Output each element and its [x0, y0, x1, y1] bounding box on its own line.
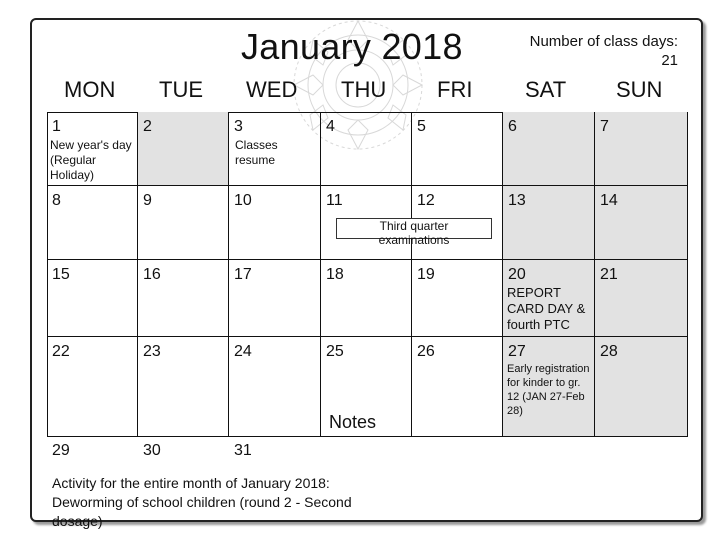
day-number: 5 [417, 118, 426, 135]
day-number: 21 [600, 266, 618, 283]
day-number: 18 [326, 266, 344, 283]
day-number: 22 [52, 343, 70, 360]
day-note: REPORT CARD DAY & fourth PTC [507, 285, 586, 332]
day-number: 11 [326, 192, 343, 209]
day-cell [321, 260, 412, 337]
day-number: 10 [234, 192, 252, 209]
day-cell [138, 337, 229, 437]
day-cell [321, 112, 412, 186]
day-cell [229, 186, 321, 260]
day-cell [412, 260, 503, 337]
weekday-sat: SAT [525, 77, 567, 102]
day-cell [412, 112, 503, 186]
day-number: 28 [600, 343, 618, 360]
day-cell [229, 112, 321, 186]
activity-note: Activity for the entire month of January 2018: Deworming of school children (round 2 - Second dosage) [52, 475, 352, 529]
weekday-mon: MON [64, 77, 116, 102]
day-number: 20 [508, 266, 526, 283]
day-cell [595, 186, 688, 260]
day-cell [503, 260, 595, 337]
day-cell [503, 337, 595, 437]
weekday-tue: TUE [159, 77, 203, 102]
day-cell [138, 112, 229, 186]
day-number: 24 [234, 343, 252, 360]
day-cell [595, 260, 688, 337]
day-number: 31 [234, 442, 252, 459]
weekday-fri: FRI [437, 77, 473, 102]
day-number: 19 [417, 266, 435, 283]
day-cell [595, 337, 688, 437]
calendar-title: January 2018 [241, 26, 463, 67]
class-days-value: 21 [661, 52, 678, 69]
weekday-thu: THU [341, 77, 387, 102]
day-number: 30 [143, 442, 161, 459]
day-cell [47, 337, 138, 437]
day-number: 4 [326, 118, 335, 135]
day-note: Classes resume [235, 138, 278, 167]
day-cell [138, 260, 229, 337]
day-number: 14 [600, 192, 618, 209]
day-number: 15 [52, 266, 70, 283]
day-number: 25 [326, 343, 344, 360]
day-cell [138, 186, 229, 260]
notes-heading: Notes [329, 412, 377, 432]
day-number: 1 [52, 118, 61, 135]
third-quarter-exam-label [336, 218, 492, 247]
day-number: 8 [52, 192, 61, 209]
day-cell [412, 337, 503, 437]
day-cell [595, 112, 688, 186]
day-number: 16 [143, 266, 161, 283]
day-cell [503, 112, 595, 186]
day-cell [47, 186, 138, 260]
day-number: 6 [508, 118, 517, 135]
weekday-sun: SUN [616, 77, 663, 102]
day-number: 13 [508, 192, 526, 209]
day-number: 2 [143, 118, 152, 135]
day-number: 27 [508, 343, 526, 360]
day-cell [503, 186, 595, 260]
day-number: 7 [600, 118, 609, 135]
day-number: 3 [234, 118, 243, 135]
day-number: 12 [417, 192, 435, 209]
day-number: 29 [52, 442, 70, 459]
weekday-wed: WED [246, 77, 298, 102]
day-number: 17 [234, 266, 252, 283]
day-number: 9 [143, 192, 152, 209]
class-days-label: Number of class days: [529, 33, 678, 50]
day-note: New year's day (Regular Holiday) [50, 138, 132, 182]
day-note: Early registration for kinder to gr. 12 (JAN 27-Feb 28) [507, 363, 590, 417]
day-cell [47, 112, 138, 186]
day-number: 23 [143, 343, 161, 360]
class-days-count [478, 32, 678, 70]
third-quarter-line2: examinations [378, 233, 450, 247]
day-cell [229, 260, 321, 337]
third-quarter-line1: Third quarter [379, 219, 449, 233]
day-number: 26 [417, 343, 435, 360]
day-cell [47, 260, 138, 337]
day-cell [229, 337, 321, 437]
